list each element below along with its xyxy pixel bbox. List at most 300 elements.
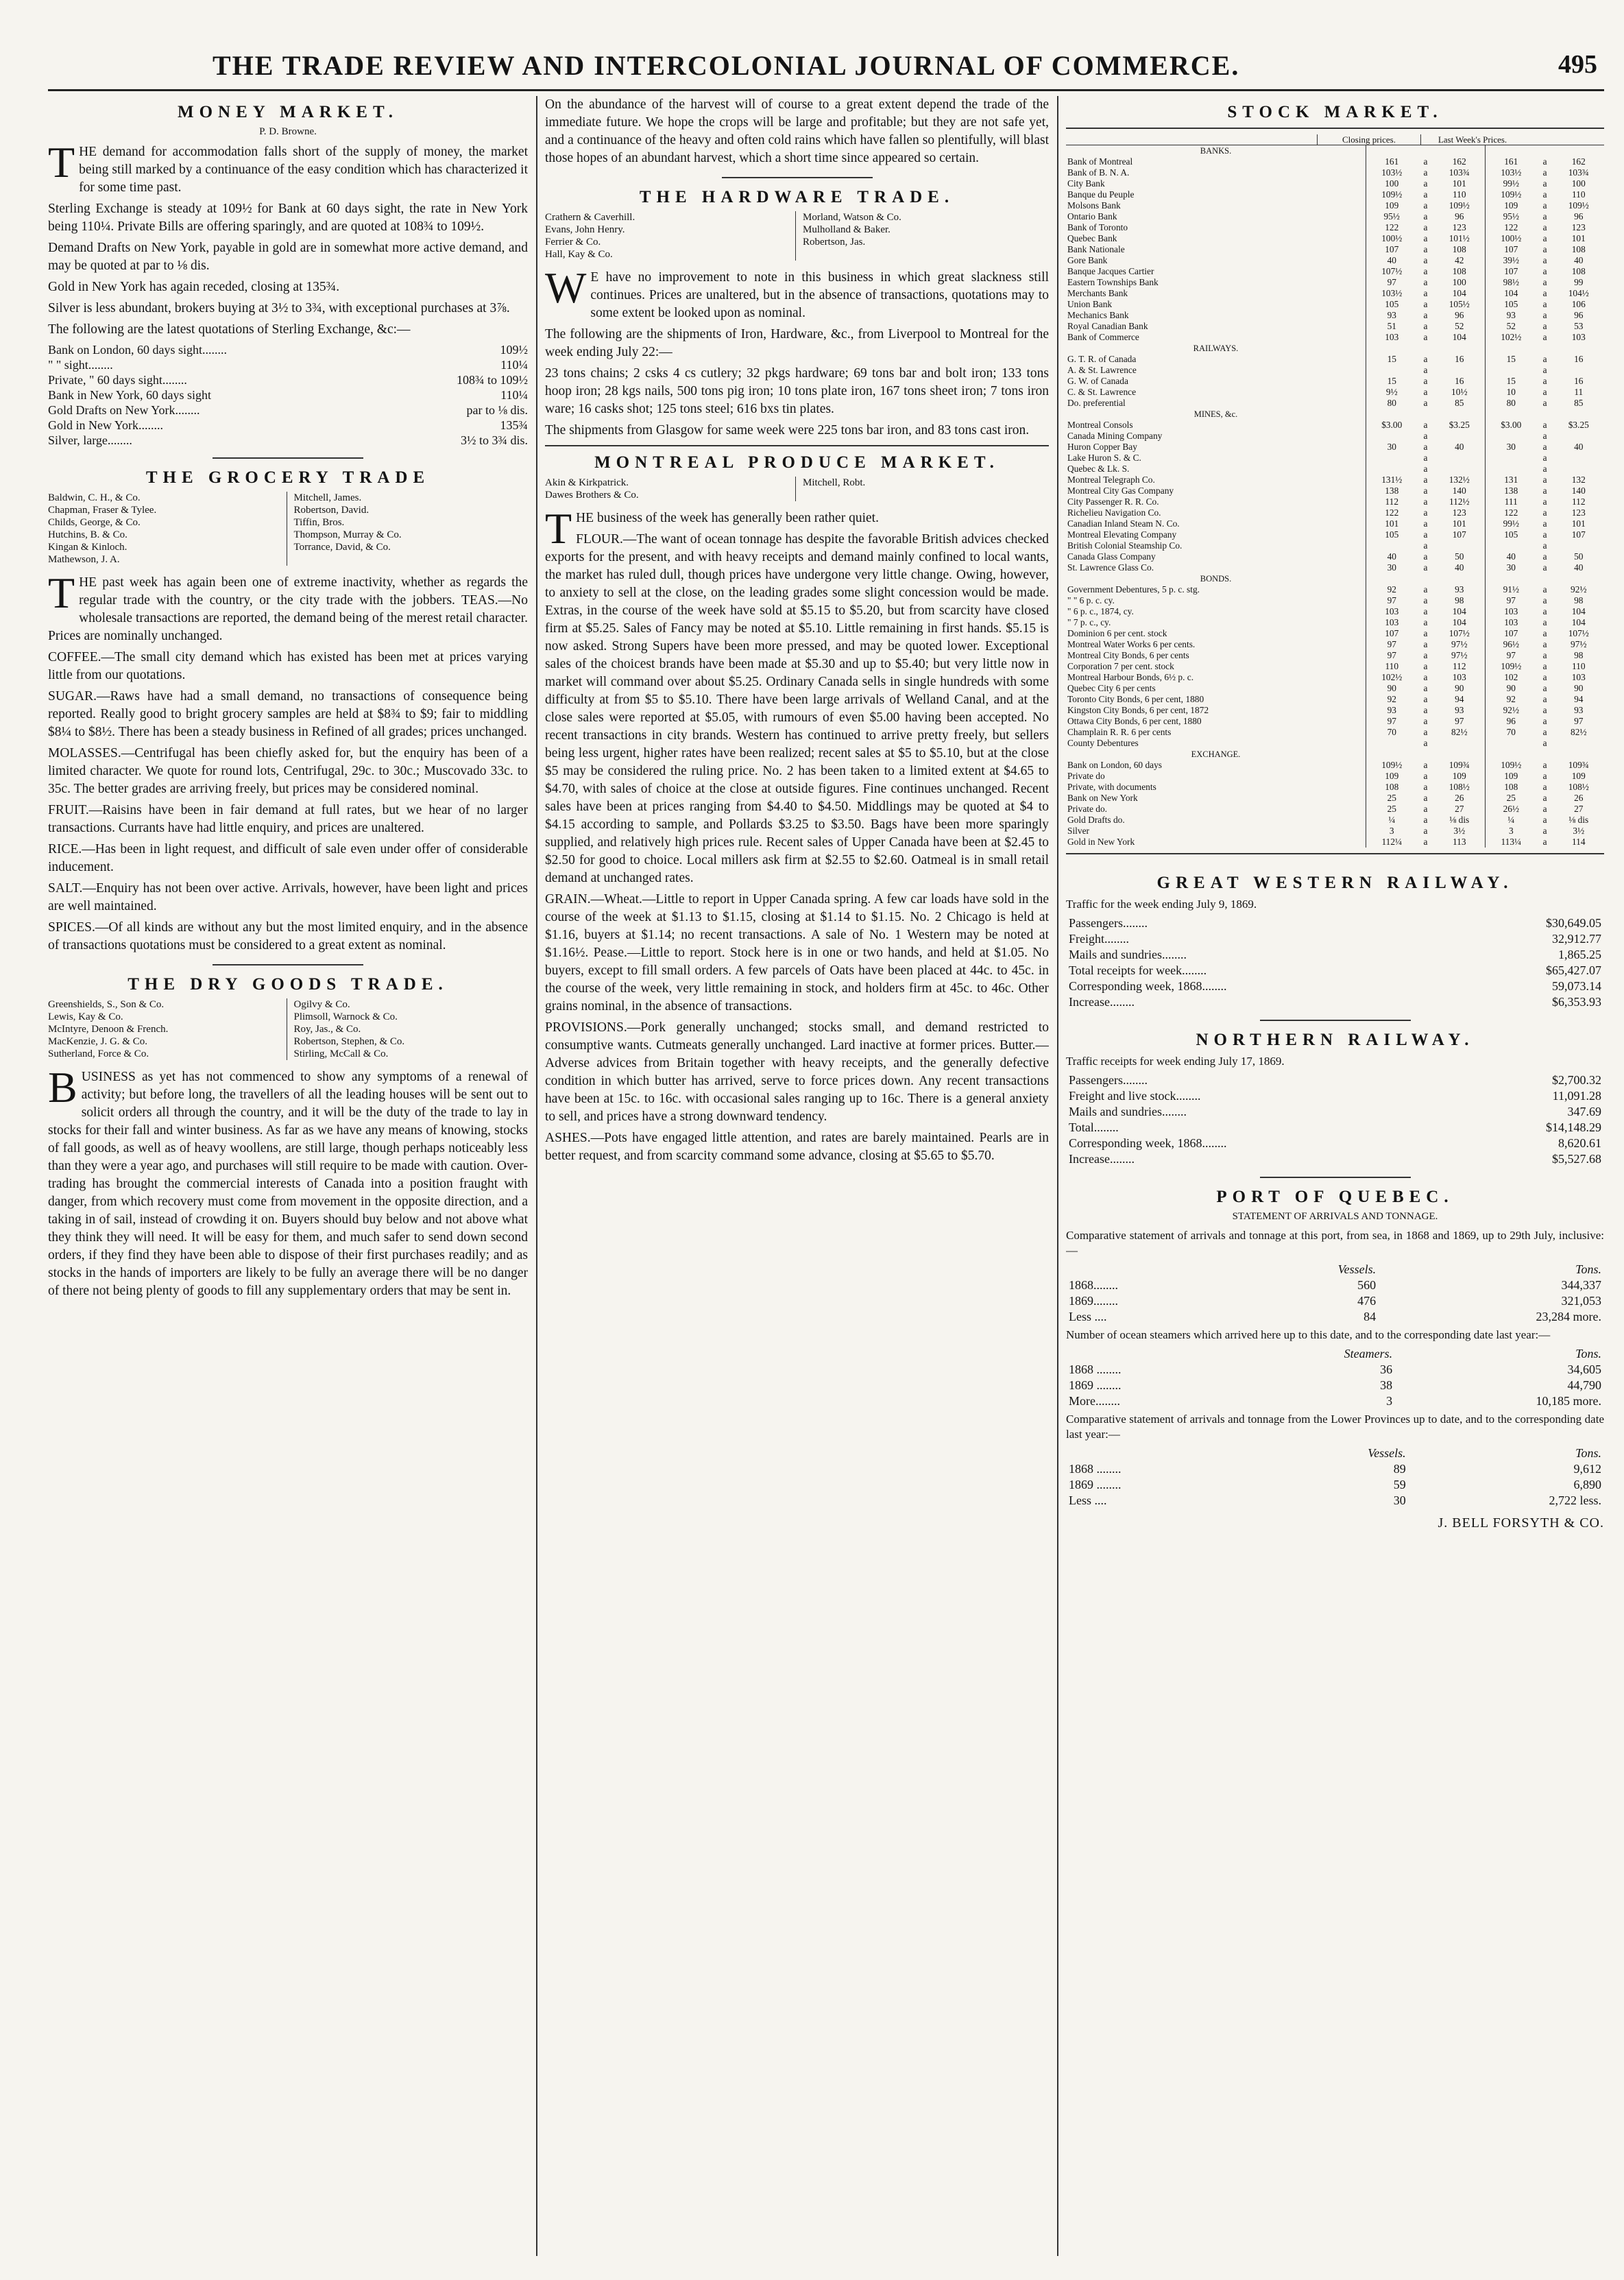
last-week-high: 104 xyxy=(1571,617,1586,627)
last-week-low: 92½ xyxy=(1503,705,1519,715)
row-label: Mails and sundries........ xyxy=(1069,948,1187,961)
last-week-low: 15 xyxy=(1506,354,1516,364)
empty-cell xyxy=(1553,749,1604,760)
separator: a xyxy=(1423,475,1428,485)
table-cell: 321,053 xyxy=(1561,1294,1601,1308)
closing-low: 108 xyxy=(1385,782,1399,792)
closing-high xyxy=(1434,464,1486,475)
separator: a xyxy=(1542,507,1547,518)
last-week-low: 30 xyxy=(1506,562,1516,573)
stock-name: Eastern Townships Bank xyxy=(1066,277,1366,288)
northern-title: NORTHERN RAILWAY. xyxy=(1196,1031,1475,1049)
stock-row xyxy=(1066,584,1604,595)
produce-firms xyxy=(545,477,1049,501)
closing-low: 138 xyxy=(1385,485,1399,496)
row-label: Freight........ xyxy=(1069,932,1129,946)
table-cell: 89 xyxy=(1393,1462,1406,1476)
closing-high: 109¾ xyxy=(1434,760,1486,771)
firm-list-left: Greenshields, S., Son & Co. Lewis, Kay & Co. McIntyre, Denoon & French. MacKenzie, J. G. & Co. Sutherland, Force & Co. xyxy=(48,999,169,1059)
steamers-table xyxy=(1066,1346,1604,1409)
table-row xyxy=(1066,979,1604,994)
stock-row xyxy=(1066,804,1604,815)
separator: a xyxy=(1423,464,1428,474)
produce-body xyxy=(545,504,1049,1165)
row-value: 32,912.77 xyxy=(1552,932,1601,946)
table-cell: More........ xyxy=(1069,1394,1120,1408)
separator: a xyxy=(1423,551,1428,562)
table-cell: Less .... xyxy=(1069,1493,1107,1507)
last-week-low: 108 xyxy=(1504,782,1518,792)
stock-row xyxy=(1066,529,1604,540)
separator: a xyxy=(1423,672,1428,682)
separator: a xyxy=(1542,244,1547,254)
stock-name: Government Debentures, 5 p. c. stg. xyxy=(1066,584,1366,595)
closing-low: 97 xyxy=(1387,716,1396,726)
separator: a xyxy=(1542,672,1547,682)
last-week-prices-header: Last Week's Prices. xyxy=(1438,134,1507,145)
separator: a xyxy=(1542,694,1547,704)
paragraph: FRUIT.—Raisins have been in fair demand at full rates, but we hear of no larger transactions. Currants have had little enquiry, and prices are unaltered. xyxy=(48,803,528,835)
separator: a xyxy=(1542,354,1547,364)
column-1 xyxy=(48,96,528,2249)
row-value: 11,091.28 xyxy=(1552,1089,1601,1103)
table-cell: 38 xyxy=(1380,1378,1393,1392)
last-week-high xyxy=(1553,540,1604,551)
closing-high: 103 xyxy=(1434,672,1486,683)
stock-name: Do. preferential xyxy=(1066,398,1366,409)
separator: a xyxy=(1542,606,1547,616)
column-2 xyxy=(545,96,1049,2249)
last-week-high: 3½ xyxy=(1573,826,1585,836)
empty-cell xyxy=(1486,409,1537,420)
table-row xyxy=(1066,915,1604,931)
separator: a xyxy=(1542,595,1547,605)
separator: a xyxy=(1542,255,1547,265)
stock-name: Bank of Commerce xyxy=(1066,332,1366,343)
stock-row xyxy=(1066,156,1604,167)
closing-low xyxy=(1366,431,1418,442)
stock-row xyxy=(1066,376,1604,387)
last-week-low: 96 xyxy=(1506,716,1516,726)
separator: a xyxy=(1423,299,1428,309)
closing-low: 97 xyxy=(1387,639,1396,649)
last-week-high: 101 xyxy=(1571,233,1586,243)
row-value: 108¾ to 109½ xyxy=(456,373,528,387)
separator: a xyxy=(1423,617,1428,627)
page-number: 495 xyxy=(1558,50,1597,79)
last-week-low: 103 xyxy=(1504,617,1518,627)
separator: a xyxy=(1423,244,1428,254)
last-week-low: $3.00 xyxy=(1501,420,1522,430)
stock-group-label: MINES, &c. xyxy=(1066,409,1366,420)
separator: a xyxy=(1542,793,1547,803)
column-header xyxy=(1066,1346,1237,1362)
last-week-high: 90 xyxy=(1574,683,1584,693)
separator: a xyxy=(1423,595,1428,605)
stock-name: Champlain R. R. 6 per cents xyxy=(1066,727,1366,738)
paragraph: The following are the latest quotations of Sterling Exchange, &c:— xyxy=(48,322,411,337)
stock-name: Dominion 6 per cent. stock xyxy=(1066,628,1366,639)
last-week-low: 98½ xyxy=(1503,277,1519,287)
stock-name: Private do. xyxy=(1066,804,1366,815)
separator: a xyxy=(1423,156,1428,167)
closing-high: 100 xyxy=(1434,277,1486,288)
stock-row xyxy=(1066,200,1604,211)
closing-low: 92 xyxy=(1387,694,1396,704)
separator: a xyxy=(1542,321,1547,331)
separator: a xyxy=(1542,233,1547,243)
closing-low: 40 xyxy=(1387,255,1396,265)
stock-table-rule xyxy=(1066,128,1604,129)
closing-low: 9½ xyxy=(1385,387,1398,397)
table-row xyxy=(1066,1151,1604,1167)
separator: a xyxy=(1423,584,1428,595)
stock-row xyxy=(1066,475,1604,485)
closing-low: 107 xyxy=(1385,244,1399,254)
separator: a xyxy=(1423,650,1428,660)
row-value: 109½ xyxy=(500,343,528,357)
separator: a xyxy=(1542,387,1547,397)
closing-low: 103 xyxy=(1385,606,1399,616)
last-week-high: 123 xyxy=(1571,222,1586,232)
separator: a xyxy=(1542,584,1547,595)
closing-high: 101 xyxy=(1434,178,1486,189)
separator: a xyxy=(1542,211,1547,221)
separator: a xyxy=(1423,222,1428,232)
closing-high: ⅛ dis xyxy=(1434,815,1486,826)
table-cell: 1869 ........ xyxy=(1069,1478,1122,1491)
last-week-high: 108 xyxy=(1571,266,1586,276)
hardware-firms xyxy=(545,211,1049,261)
row-label: Passengers........ xyxy=(1069,1073,1148,1087)
stock-row xyxy=(1066,793,1604,804)
last-week-low: 91½ xyxy=(1503,584,1519,595)
last-week-low xyxy=(1486,365,1537,376)
stock-name: Huron Copper Bay xyxy=(1066,442,1366,453)
stock-row xyxy=(1066,277,1604,288)
table-row xyxy=(1066,1088,1604,1104)
separator: a xyxy=(1542,529,1547,540)
closing-high: 110 xyxy=(1434,189,1486,200)
stock-name: City Passenger R. R. Co. xyxy=(1066,496,1366,507)
stock-name: Quebec & Lk. S. xyxy=(1066,464,1366,475)
last-week-low: 105 xyxy=(1504,299,1518,309)
closing-high xyxy=(1434,453,1486,464)
stock-name: Royal Canadian Bank xyxy=(1066,321,1366,332)
closing-high: 113 xyxy=(1434,837,1486,848)
stock-row xyxy=(1066,496,1604,507)
table-row xyxy=(1066,1393,1604,1409)
table-row xyxy=(1066,1477,1604,1493)
stock-row xyxy=(1066,595,1604,606)
separator: a xyxy=(1423,178,1428,189)
separator: a xyxy=(1423,837,1428,847)
stock-row xyxy=(1066,288,1604,299)
closing-low: 103½ xyxy=(1381,288,1403,298)
row-value: 1,865.25 xyxy=(1558,948,1601,961)
last-week-low xyxy=(1486,464,1537,475)
section-divider xyxy=(213,457,363,459)
closing-low: 15 xyxy=(1387,376,1396,386)
table-cell: 2,722 less. xyxy=(1549,1493,1601,1507)
table-row xyxy=(48,342,528,357)
closing-high: 97 xyxy=(1434,716,1486,727)
separator: a xyxy=(1423,826,1428,836)
last-week-low: 15 xyxy=(1506,376,1516,386)
last-week-low: 96½ xyxy=(1503,639,1519,649)
last-week-low: 104 xyxy=(1504,288,1518,298)
money-market-body xyxy=(48,138,528,339)
paragraph: MOLASSES.—Centrifugal has been chiefly asked for, but the enquiry has been of a limited character. We quote for round lots, Centrifugal, 29c. to 30c.; Muscovado 33c. to 35c. The better grades are arriving freely, but prices may be considered nominal. xyxy=(48,746,528,796)
closing-low: 40 xyxy=(1387,551,1396,562)
paragraph: The following are the shipments of Iron, Hardware, &c., from Liverpool to Montreal for the week ending July 22:— xyxy=(545,327,1049,359)
stock-row xyxy=(1066,167,1604,178)
stock-name: Silver xyxy=(1066,826,1366,837)
last-week-high: 100 xyxy=(1571,178,1586,189)
last-week-low: 97 xyxy=(1506,650,1516,660)
table-row xyxy=(1066,931,1604,947)
stock-name: Private, with documents xyxy=(1066,782,1366,793)
empty-cell xyxy=(1553,409,1604,420)
separator: a xyxy=(1423,442,1428,452)
closing-low: 25 xyxy=(1387,804,1396,814)
stock-market-title: STOCK MARKET. xyxy=(1227,103,1443,121)
paragraph: Sterling Exchange is steady at 109½ for Bank at 60 days sight, the rate in New York being 110¼. Private Bills are offering sparingly, and are quoted at 108¾ to 109½. xyxy=(48,202,528,234)
table-row xyxy=(1066,1120,1604,1136)
column-rule xyxy=(536,96,537,2256)
firm-list-left: Baldwin, C. H., & Co. Chapman, Fraser & Tylee. Childs, George, & Co. Hutchins, B. & Co. Kingan & Kinloch. Mathewson, J. A. xyxy=(48,492,157,565)
separator: a xyxy=(1423,420,1428,430)
separator: a xyxy=(1542,815,1547,825)
separator: a xyxy=(1542,639,1547,649)
last-week-high: 114 xyxy=(1571,837,1586,847)
separator: a xyxy=(1423,332,1428,342)
last-week-high xyxy=(1553,431,1604,442)
separator: a xyxy=(1542,299,1547,309)
table-row xyxy=(1066,1277,1604,1293)
firm-list-left: Crathern & Caverhill. Evans, John Henry. Ferrier & Co. Hall, Kay & Co. xyxy=(545,212,635,260)
stock-name: Gold in New York xyxy=(1066,837,1366,848)
last-week-high: 110 xyxy=(1571,189,1586,200)
closing-high: 42 xyxy=(1434,255,1486,266)
closing-low: 25 xyxy=(1387,793,1396,803)
separator: a xyxy=(1542,518,1547,529)
closing-high: 103¾ xyxy=(1434,167,1486,178)
stock-row xyxy=(1066,540,1604,551)
closing-high: 10½ xyxy=(1434,387,1486,398)
last-week-high: 99 xyxy=(1574,277,1584,287)
empty-cell xyxy=(1537,749,1553,760)
table-cell: 6,890 xyxy=(1573,1478,1601,1491)
last-week-high: 103 xyxy=(1571,672,1586,682)
separator: a xyxy=(1542,332,1547,342)
separator: a xyxy=(1423,398,1428,408)
stock-group-row xyxy=(1066,409,1604,420)
separator: a xyxy=(1423,628,1428,638)
column-header: Tons. xyxy=(1575,1347,1601,1360)
stock-name: Richelieu Navigation Co. xyxy=(1066,507,1366,518)
table-cell: 560 xyxy=(1357,1278,1377,1292)
grocery-firms xyxy=(48,492,528,566)
stock-name: A. & St. Lawrence xyxy=(1066,365,1366,376)
last-week-high: 98 xyxy=(1574,595,1584,605)
exchange-quotations-table xyxy=(48,342,528,448)
table-row xyxy=(1066,1461,1604,1477)
closing-low xyxy=(1366,738,1418,749)
separator: a xyxy=(1542,420,1547,430)
stock-row xyxy=(1066,683,1604,694)
row-label: Silver, large........ xyxy=(48,433,132,447)
row-value: 59,073.14 xyxy=(1552,979,1601,993)
stock-table-header xyxy=(1066,134,1604,145)
row-label: Corresponding week, 1868........ xyxy=(1069,979,1227,993)
column-header: Steamers. xyxy=(1344,1347,1393,1360)
separator: a xyxy=(1423,288,1428,298)
stock-row xyxy=(1066,485,1604,496)
closing-low: 97 xyxy=(1387,595,1396,605)
stock-row xyxy=(1066,332,1604,343)
paragraph: THE past week has again been one of extreme inactivity, whether as regards the regular trade with the country, or the city trade with the jobbers. TEAS.—No wholesale transactions are reported, the demand being of the merest retail character. Prices are nominally unchanged. xyxy=(48,568,528,643)
separator: a xyxy=(1423,738,1428,748)
stock-name: Quebec Bank xyxy=(1066,233,1366,244)
last-week-low: ¼ xyxy=(1507,815,1515,825)
closing-high: 101½ xyxy=(1434,233,1486,244)
stock-name: Kingston City Bonds, 6 per cent, 1872 xyxy=(1066,705,1366,716)
closing-high: 96 xyxy=(1434,310,1486,321)
stock-name: Bank of B. N. A. xyxy=(1066,167,1366,178)
closing-high xyxy=(1434,365,1486,376)
last-week-low: 109½ xyxy=(1501,760,1522,770)
separator: a xyxy=(1542,189,1547,200)
separator: a xyxy=(1423,277,1428,287)
closing-high: 93 xyxy=(1434,705,1486,716)
stock-row xyxy=(1066,178,1604,189)
stock-row xyxy=(1066,716,1604,727)
empty-cell xyxy=(1366,145,1418,156)
stock-row xyxy=(1066,365,1604,376)
stock-name: Montreal Telegraph Co. xyxy=(1066,475,1366,485)
stock-row xyxy=(1066,628,1604,639)
separator: a xyxy=(1542,705,1547,715)
paragraph: WE have no improvement to note in this business in which great slackness still continues. Prices are unaltered, but in the absence of transactions, quotations may to some extent be looked upon as nominal. xyxy=(545,263,1049,320)
separator: a xyxy=(1423,496,1428,507)
last-week-low: 52 xyxy=(1506,321,1516,331)
stock-name: Bank on New York xyxy=(1066,793,1366,804)
last-week-high: 104 xyxy=(1571,606,1586,616)
table-cell: 36 xyxy=(1380,1363,1393,1376)
row-label: Freight and live stock........ xyxy=(1069,1089,1201,1103)
empty-cell xyxy=(1537,409,1553,420)
closing-high: 40 xyxy=(1434,562,1486,573)
separator: a xyxy=(1423,507,1428,518)
last-week-high: 94 xyxy=(1574,694,1584,704)
last-week-high: 11 xyxy=(1574,387,1584,397)
closing-low: 80 xyxy=(1387,398,1396,408)
table-row xyxy=(48,357,528,372)
separator: a xyxy=(1423,639,1428,649)
separator: a xyxy=(1423,804,1428,814)
stock-row xyxy=(1066,398,1604,409)
last-week-low: 161 xyxy=(1504,156,1518,167)
last-week-high: 110 xyxy=(1571,661,1586,671)
separator: a xyxy=(1542,551,1547,562)
closing-low: 15 xyxy=(1387,354,1396,364)
stock-name: British Colonial Steamship Co. xyxy=(1066,540,1366,551)
last-week-high: 162 xyxy=(1571,156,1586,167)
table-row xyxy=(1066,1378,1604,1393)
stock-name-header xyxy=(1066,134,1318,145)
closing-low: 90 xyxy=(1387,683,1396,693)
separator: a xyxy=(1423,233,1428,243)
last-week-low: 107 xyxy=(1504,244,1518,254)
stock-table-rule xyxy=(1066,853,1604,854)
separator: a xyxy=(1423,793,1428,803)
closing-high: 104 xyxy=(1434,332,1486,343)
table-row xyxy=(1066,1104,1604,1120)
column-rule xyxy=(1057,96,1058,2256)
stock-row xyxy=(1066,694,1604,705)
closing-high: 82½ xyxy=(1434,727,1486,738)
separator: a xyxy=(1423,518,1428,529)
row-label: Increase........ xyxy=(1069,995,1135,1009)
paragraph: GRAIN.—Wheat.—Little to report in Upper Canada spring. A few car loads have sold in the course of the week at $1.13 to $1.15, closing at $1.14 to $1.15. No. 2 Chicago is held at $1.16, buyers at $1.14; no recent transactions. A sale of No. 1 Western may be noted at $1.16½. Pease.—Little to report. Stock here is in one or two hands, and held at $1.05. No buyers, except to fill small orders. A few parcels of Oats have been placed at 44c. to 45c. in the course of the week, very little remaining in stock, and holders firm at 45c. to 46c. Other grains nominal, in the absence of transactions. xyxy=(545,892,1049,1013)
stock-row xyxy=(1066,189,1604,200)
separator: a xyxy=(1542,178,1547,189)
last-week-high: 103 xyxy=(1571,332,1586,342)
table-cell: 23,284 more. xyxy=(1536,1310,1601,1323)
separator: a xyxy=(1423,661,1428,671)
last-week-high: 106 xyxy=(1571,299,1586,309)
separator: a xyxy=(1542,266,1547,276)
table-row xyxy=(1066,1309,1604,1325)
row-label: Gold Drafts on New York........ xyxy=(48,403,200,417)
closing-high: 108 xyxy=(1434,244,1486,255)
separator: a xyxy=(1542,277,1547,287)
last-week-low: 109½ xyxy=(1501,661,1522,671)
separator: a xyxy=(1423,431,1428,441)
table-cell: 1869 ........ xyxy=(1069,1378,1122,1392)
separator: a xyxy=(1423,255,1428,265)
empty-cell xyxy=(1537,343,1553,354)
row-label: " " sight........ xyxy=(48,358,113,372)
last-week-high: 27 xyxy=(1574,804,1584,814)
closing-low: 100½ xyxy=(1381,233,1403,243)
stock-name: Canada Glass Company xyxy=(1066,551,1366,562)
closing-high: 96 xyxy=(1434,211,1486,222)
last-week-high: 96 xyxy=(1574,211,1584,221)
stock-name: Molsons Bank xyxy=(1066,200,1366,211)
section-divider xyxy=(545,445,1049,446)
stock-name: Montreal City Gas Company xyxy=(1066,485,1366,496)
stock-name: " 7 p. c., cy. xyxy=(1066,617,1366,628)
paragraph: FLOUR.—The want of ocean tonnage has despite the favorable British advices checked exports for the present, and with heavy receipts and demand mainly confined to local wants, the market has ruled dull, though prices have undergone very little change. Owing, however, to anxiety to sell at the close, on the leading grades some slight concession would be made. Extras, in the course of the week have sold at $5.15 to $5.20, but from scarcity have closed firm at $5.25. Sales of Fancy may be noted at $5.10. Little remaining in first hands. $5.15 is now asked. Strong Supers have been more pressed, and may be quoted lower. Exceptional sales of the choicest brands have been made at $5.30 and up to $5.40; but very little now in market will command over about $5.25. Ordinary Canada sells in single hundreds with some difficulty at from $5 to $5.10. There have been large arrivals of Welland Canal, and at the close sales were reported at $5.05, with rumours of even $5.00 having been accepted. No recent transactions in city brands. Western has continued to arrive pretty freely, but sellers being less urgent, higher rates have been realized; recent sales at $5 to $5.10, but at the close $5 may be considered the ruling price. No. 2 has been taken to a limited extent at $4.65 to $4.70, with sales of choice at the close at outside figures. Fine continues unchanged. Recent sales have been at prices ranging from $4.40 to $4.50. Middlings may be quoted at $4 to $4.15 according to sample, and Pollards $3.25 to $3.50. Bags have been more sparingly supplied, and relatively high prices rule. Recent sales of Upper Canada have been at $2.45 to $2.50 for good to choice. Local millers ask firm at $2.55 to $2.60. Oatmeal is in small retail demand at unchanged rates. xyxy=(545,532,1049,885)
closing-low: 103 xyxy=(1385,617,1399,627)
stock-row xyxy=(1066,507,1604,518)
last-week-high: 16 xyxy=(1574,376,1584,386)
port-intro-1: Comparative statement of arrivals and tonnage at this port, from sea, in 1868 and 1869, up to 29th July, inclusive:— xyxy=(1066,1229,1604,1257)
closing-high: 123 xyxy=(1434,507,1486,518)
separator: a xyxy=(1542,650,1547,660)
table-cell: 10,185 more. xyxy=(1536,1394,1601,1408)
empty-cell xyxy=(1486,145,1537,156)
closing-low: 95½ xyxy=(1383,211,1400,221)
last-week-low: 131 xyxy=(1504,475,1518,485)
last-week-high: 40 xyxy=(1574,562,1584,573)
empty-cell xyxy=(1418,343,1434,354)
closing-high: 104 xyxy=(1434,606,1486,617)
row-value: 110¼ xyxy=(500,358,528,372)
separator: a xyxy=(1423,716,1428,726)
